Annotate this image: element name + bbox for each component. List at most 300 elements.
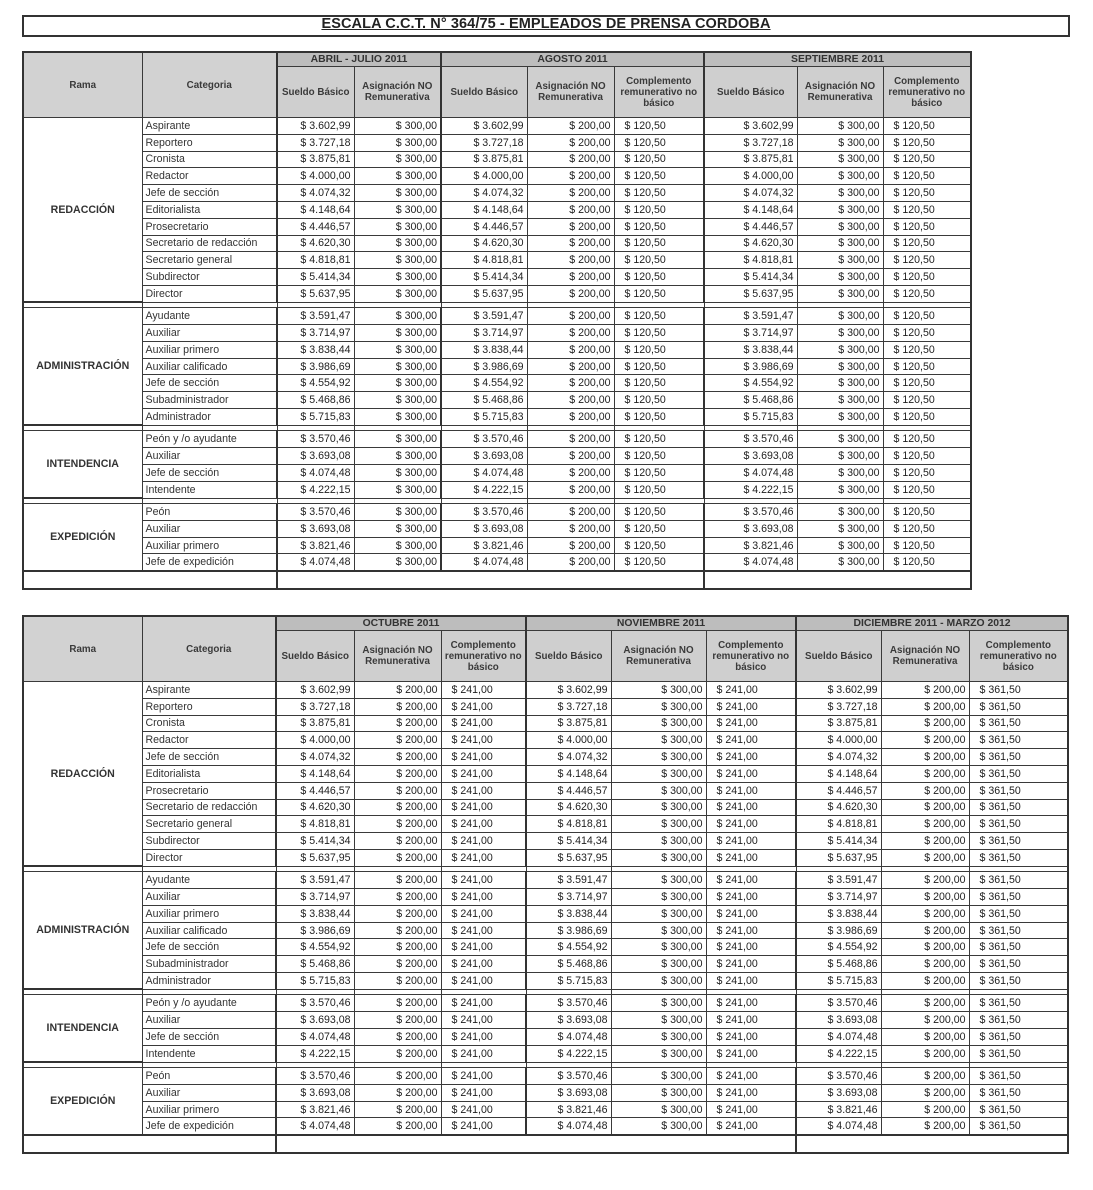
rama-cell: ADMINISTRACIÓN [23,872,142,990]
value-cell-sueldo: $ 4.620,30 [276,799,354,816]
categoria-cell: Subdirector [142,833,276,850]
value-cell-asignacion: $ 300,00 [354,481,441,498]
value-cell-complemento: $ 241,00 [441,1012,526,1029]
value-cell-sueldo: $ 5.637,95 [277,285,354,302]
categoria-cell: Reportero [142,134,277,151]
value-cell-sueldo: $ 4.074,32 [277,185,354,202]
value-cell-asignacion: $ 200,00 [527,201,614,218]
rama-cell: REDACCIÓN [23,118,142,303]
value-cell-asignacion: $ 200,00 [354,849,441,866]
value-cell-sueldo: $ 3.602,99 [526,682,611,699]
column-header-complemento: Complemento remunerativo no básico [441,631,526,682]
value-cell-complemento: $ 120,50 [883,464,971,481]
value-cell-asignacion: $ 300,00 [611,715,706,732]
footer-blank-cell [277,571,704,589]
value-cell-asignacion: $ 200,00 [527,168,614,185]
value-cell-sueldo: $ 3.602,99 [796,682,881,699]
column-header-asignacion: Asignación NO Remunerativa [797,67,883,118]
column-header-categoria: Categoria [142,616,276,682]
value-cell-asignacion: $ 300,00 [611,872,706,889]
value-cell-sueldo: $ 3.570,46 [526,995,611,1012]
value-cell-sueldo: $ 4.222,15 [796,1045,881,1062]
value-cell-asignacion: $ 200,00 [881,1068,969,1085]
value-cell-complemento: $ 241,00 [706,973,796,990]
value-cell-sueldo: $ 5.715,83 [276,973,354,990]
value-cell-sueldo: $ 4.818,81 [441,252,527,269]
period-header: SEPTIEMBRE 2011 [704,52,971,67]
value-cell-asignacion: $ 300,00 [797,554,883,571]
value-cell-asignacion: $ 300,00 [354,269,441,286]
column-header-asignacion: Asignación NO Remunerativa [611,631,706,682]
table-row [23,816,1068,833]
value-cell-sueldo: $ 4.148,64 [796,765,881,782]
value-cell-complemento: $ 120,50 [883,325,971,342]
value-cell-asignacion: $ 300,00 [797,392,883,409]
footer-blank-cell [23,571,277,589]
value-cell-complemento: $ 361,50 [969,872,1068,889]
value-cell-asignacion: $ 200,00 [527,392,614,409]
value-cell-asignacion: $ 200,00 [881,1012,969,1029]
categoria-cell: Ayudante [142,308,277,325]
value-cell-sueldo: $ 3.602,99 [277,118,354,135]
value-cell-asignacion: $ 300,00 [797,448,883,465]
value-cell-sueldo: $ 3.693,08 [796,1012,881,1029]
value-cell-sueldo: $ 5.468,86 [704,392,797,409]
table-row [23,285,971,302]
categoria-cell: Jefe de sección [142,375,277,392]
table-row [23,889,1068,906]
footer-blank-cell [23,1135,276,1153]
value-cell-complemento: $ 361,50 [969,1045,1068,1062]
value-cell-asignacion: $ 200,00 [881,905,969,922]
value-cell-complemento: $ 241,00 [441,715,526,732]
table-row [23,905,1068,922]
value-cell-sueldo: $ 3.838,44 [277,341,354,358]
table-row [23,973,1068,990]
value-cell-complemento: $ 120,50 [883,269,971,286]
value-cell-sueldo: $ 4.074,48 [276,1028,354,1045]
value-cell-sueldo: $ 3.570,46 [704,504,797,521]
categoria-cell: Redactor [142,168,277,185]
value-cell-sueldo: $ 3.570,46 [277,504,354,521]
value-cell-asignacion: $ 200,00 [527,134,614,151]
value-cell-asignacion: $ 200,00 [881,765,969,782]
value-cell-asignacion: $ 200,00 [354,995,441,1012]
column-header-sueldo: Sueldo Básico [704,67,797,118]
value-cell-complemento: $ 241,00 [706,849,796,866]
value-cell-asignacion: $ 200,00 [354,1118,441,1135]
value-cell-complemento: $ 241,00 [706,1084,796,1101]
value-cell-asignacion: $ 300,00 [354,358,441,375]
value-cell-sueldo: $ 3.714,97 [796,889,881,906]
value-cell-asignacion: $ 300,00 [611,1045,706,1062]
value-cell-asignacion: $ 300,00 [797,285,883,302]
value-cell-sueldo: $ 5.637,95 [441,285,527,302]
value-cell-complemento: $ 120,50 [883,431,971,448]
value-cell-complemento: $ 241,00 [441,939,526,956]
value-cell-sueldo: $ 5.715,83 [526,973,611,990]
categoria-cell: Auxiliar [142,448,277,465]
value-cell-sueldo: $ 3.727,18 [276,698,354,715]
value-cell-sueldo: $ 3.875,81 [441,151,527,168]
table-row [23,431,971,448]
footer-blank-cell [704,571,971,589]
value-cell-complemento: $ 241,00 [441,956,526,973]
value-cell-asignacion: $ 200,00 [881,939,969,956]
column-header-asignacion: Asignación NO Remunerativa [354,631,441,682]
value-cell-sueldo: $ 4.074,32 [526,749,611,766]
value-cell-complemento: $ 120,50 [614,409,704,426]
value-cell-asignacion: $ 300,00 [797,481,883,498]
value-cell-complemento: $ 120,50 [883,520,971,537]
value-cell-complemento: $ 361,50 [969,889,1068,906]
categoria-cell: Secretario de redacción [142,799,276,816]
value-cell-complemento: $ 120,50 [883,118,971,135]
value-cell-complemento: $ 120,50 [883,409,971,426]
value-cell-complemento: $ 120,50 [614,118,704,135]
table-row [23,1068,1068,1085]
value-cell-complemento: $ 120,50 [883,341,971,358]
value-cell-complemento: $ 241,00 [441,1045,526,1062]
value-cell-asignacion: $ 200,00 [354,715,441,732]
value-cell-asignacion: $ 200,00 [527,409,614,426]
column-header-asignacion: Asignación NO Remunerativa [354,67,441,118]
value-cell-asignacion: $ 300,00 [611,1012,706,1029]
value-cell-asignacion: $ 200,00 [881,682,969,699]
value-cell-complemento: $ 120,50 [883,554,971,571]
value-cell-sueldo: $ 4.074,32 [441,185,527,202]
value-cell-asignacion: $ 300,00 [797,218,883,235]
value-cell-asignacion: $ 300,00 [354,464,441,481]
value-cell-complemento: $ 120,50 [883,481,971,498]
value-cell-asignacion: $ 300,00 [611,905,706,922]
value-cell-complemento: $ 361,50 [969,749,1068,766]
salary-table-2011-apr-sep [22,51,972,590]
value-cell-complemento: $ 241,00 [441,682,526,699]
value-cell-complemento: $ 120,50 [883,358,971,375]
table-row [23,409,971,426]
column-header-rama: Rama [23,616,142,682]
value-cell-asignacion: $ 200,00 [527,520,614,537]
value-cell-asignacion: $ 300,00 [797,235,883,252]
value-cell-complemento: $ 361,50 [969,1068,1068,1085]
value-cell-complemento: $ 241,00 [706,1118,796,1135]
value-cell-asignacion: $ 200,00 [354,782,441,799]
value-cell-asignacion: $ 200,00 [527,375,614,392]
value-cell-asignacion: $ 300,00 [797,134,883,151]
value-cell-sueldo: $ 4.074,48 [277,554,354,571]
value-cell-sueldo: $ 5.414,34 [277,269,354,286]
value-cell-sueldo: $ 3.693,08 [441,520,527,537]
value-cell-complemento: $ 361,50 [969,732,1068,749]
value-cell-asignacion: $ 200,00 [527,431,614,448]
value-cell-sueldo: $ 3.570,46 [276,995,354,1012]
table-row [23,1118,1068,1135]
value-cell-asignacion: $ 300,00 [611,833,706,850]
value-cell-asignacion: $ 300,00 [797,358,883,375]
table-row [23,325,971,342]
value-cell-asignacion: $ 200,00 [881,816,969,833]
value-cell-asignacion: $ 200,00 [527,185,614,202]
value-cell-complemento: $ 120,50 [883,375,971,392]
value-cell-asignacion: $ 200,00 [881,698,969,715]
value-cell-asignacion: $ 200,00 [527,325,614,342]
value-cell-complemento: $ 241,00 [441,1118,526,1135]
value-cell-asignacion: $ 300,00 [797,409,883,426]
table-body [23,118,971,590]
value-cell-sueldo: $ 3.693,08 [277,448,354,465]
value-cell-asignacion: $ 300,00 [611,1101,706,1118]
value-cell-sueldo: $ 3.727,18 [704,134,797,151]
value-cell-asignacion: $ 200,00 [527,252,614,269]
value-cell-asignacion: $ 200,00 [354,833,441,850]
table-row [23,782,1068,799]
value-cell-asignacion: $ 200,00 [354,922,441,939]
value-cell-complemento: $ 120,50 [614,520,704,537]
table-row [23,134,971,151]
value-cell-asignacion: $ 300,00 [354,218,441,235]
categoria-cell: Auxiliar primero [142,341,277,358]
value-cell-sueldo: $ 3.570,46 [704,431,797,448]
value-cell-asignacion: $ 300,00 [797,118,883,135]
value-cell-sueldo: $ 3.693,08 [526,1012,611,1029]
value-cell-complemento: $ 241,00 [706,995,796,1012]
value-cell-sueldo: $ 3.838,44 [704,341,797,358]
value-cell-complemento: $ 241,00 [706,732,796,749]
value-cell-complemento: $ 241,00 [706,749,796,766]
value-cell-complemento: $ 241,00 [441,1028,526,1045]
value-cell-sueldo: $ 4.818,81 [704,252,797,269]
value-cell-complemento: $ 241,00 [706,682,796,699]
value-cell-complemento: $ 120,50 [614,325,704,342]
value-cell-sueldo: $ 3.693,08 [276,1012,354,1029]
value-cell-complemento: $ 120,50 [614,392,704,409]
value-cell-complemento: $ 120,50 [614,252,704,269]
value-cell-complemento: $ 361,50 [969,1084,1068,1101]
value-cell-complemento: $ 120,50 [614,285,704,302]
value-cell-asignacion: $ 300,00 [797,325,883,342]
value-cell-sueldo: $ 3.838,44 [276,905,354,922]
value-cell-sueldo: $ 3.838,44 [526,905,611,922]
footer-blank-cell [276,1135,796,1153]
header-row-periods [23,616,1068,631]
value-cell-asignacion: $ 300,00 [354,375,441,392]
value-cell-complemento: $ 241,00 [706,816,796,833]
value-cell-asignacion: $ 200,00 [881,1045,969,1062]
value-cell-asignacion: $ 300,00 [797,201,883,218]
value-cell-asignacion: $ 200,00 [354,872,441,889]
value-cell-asignacion: $ 300,00 [611,765,706,782]
value-cell-asignacion: $ 200,00 [527,118,614,135]
value-cell-asignacion: $ 300,00 [354,554,441,571]
value-cell-complemento: $ 120,50 [883,308,971,325]
salary-table-2011-oct-2012-mar [22,615,1069,1154]
value-cell-complemento: $ 361,50 [969,682,1068,699]
table-row [23,922,1068,939]
period-header: OCTUBRE 2011 [276,616,526,631]
value-cell-asignacion: $ 300,00 [354,252,441,269]
categoria-cell: Peón [142,504,277,521]
value-cell-complemento: $ 241,00 [441,698,526,715]
categoria-cell: Jefe de sección [142,464,277,481]
value-cell-sueldo: $ 4.074,48 [796,1118,881,1135]
categoria-cell: Editorialista [142,201,277,218]
table-row [23,537,971,554]
value-cell-sueldo: $ 3.986,69 [704,358,797,375]
value-cell-asignacion: $ 200,00 [354,799,441,816]
value-cell-complemento: $ 361,50 [969,1012,1068,1029]
value-cell-asignacion: $ 200,00 [527,481,614,498]
value-cell-asignacion: $ 300,00 [611,682,706,699]
value-cell-asignacion: $ 300,00 [611,799,706,816]
value-cell-asignacion: $ 300,00 [797,168,883,185]
value-cell-complemento: $ 241,00 [706,765,796,782]
footer-blank-cell [796,1135,1068,1153]
value-cell-asignacion: $ 300,00 [354,308,441,325]
value-cell-sueldo: $ 4.554,92 [704,375,797,392]
value-cell-sueldo: $ 5.715,83 [796,973,881,990]
document-title: ESCALA C.C.T. N° 364/75 - EMPLEADOS DE PRENSA CORDOBA [321,16,771,32]
value-cell-asignacion: $ 200,00 [527,285,614,302]
value-cell-complemento: $ 361,50 [969,956,1068,973]
value-cell-asignacion: $ 300,00 [797,185,883,202]
value-cell-sueldo: $ 5.468,86 [796,956,881,973]
column-header-asignacion: Asignación NO Remunerativa [881,631,969,682]
value-cell-asignacion: $ 300,00 [611,1068,706,1085]
value-cell-complemento: $ 120,50 [883,201,971,218]
value-cell-sueldo: $ 4.000,00 [276,732,354,749]
value-cell-asignacion: $ 200,00 [527,269,614,286]
rama-cell: EXPEDICIÓN [23,1068,142,1136]
value-cell-asignacion: $ 300,00 [797,252,883,269]
value-cell-asignacion: $ 300,00 [797,504,883,521]
value-cell-sueldo: $ 5.468,86 [276,956,354,973]
value-cell-complemento: $ 241,00 [441,799,526,816]
value-cell-sueldo: $ 3.693,08 [704,520,797,537]
value-cell-sueldo: $ 3.727,18 [796,698,881,715]
value-cell-complemento: $ 120,50 [614,375,704,392]
value-cell-complemento: $ 120,50 [614,481,704,498]
value-cell-asignacion: $ 300,00 [797,431,883,448]
value-cell-complemento: $ 241,00 [706,715,796,732]
categoria-cell: Auxiliar primero [142,1101,276,1118]
value-cell-sueldo: $ 4.446,57 [277,218,354,235]
value-cell-sueldo: $ 4.000,00 [796,732,881,749]
value-cell-asignacion: $ 200,00 [354,732,441,749]
value-cell-asignacion: $ 200,00 [881,749,969,766]
value-cell-complemento: $ 361,50 [969,973,1068,990]
value-cell-asignacion: $ 200,00 [354,765,441,782]
value-cell-asignacion: $ 200,00 [881,889,969,906]
rama-cell: INTENDENCIA [23,995,142,1062]
categoria-cell: Jefe de sección [142,1028,276,1045]
value-cell-complemento: $ 241,00 [441,1084,526,1101]
value-cell-complemento: $ 241,00 [441,922,526,939]
value-cell-asignacion: $ 200,00 [527,504,614,521]
value-cell-asignacion: $ 300,00 [354,235,441,252]
value-cell-asignacion: $ 300,00 [611,698,706,715]
value-cell-sueldo: $ 4.818,81 [276,816,354,833]
categoria-cell: Subadministrador [142,956,276,973]
table-row [23,1101,1068,1118]
categoria-cell: Auxiliar [142,325,277,342]
table-row [23,118,971,135]
rama-cell: INTENDENCIA [23,431,142,498]
value-cell-sueldo: $ 3.602,99 [704,118,797,135]
value-cell-sueldo: $ 3.570,46 [441,431,527,448]
value-cell-sueldo: $ 3.693,08 [704,448,797,465]
value-cell-asignacion: $ 300,00 [611,922,706,939]
value-cell-complemento: $ 120,50 [883,504,971,521]
value-cell-complemento: $ 120,50 [883,392,971,409]
value-cell-sueldo: $ 3.875,81 [277,151,354,168]
table-row [23,715,1068,732]
value-cell-sueldo: $ 4.446,57 [526,782,611,799]
value-cell-complemento: $ 120,50 [883,285,971,302]
value-cell-complemento: $ 120,50 [883,134,971,151]
value-cell-sueldo: $ 3.591,47 [276,872,354,889]
value-cell-asignacion: $ 200,00 [354,905,441,922]
value-cell-sueldo: $ 4.446,57 [441,218,527,235]
value-cell-sueldo: $ 4.446,57 [704,218,797,235]
table-row [23,939,1068,956]
value-cell-complemento: $ 361,50 [969,765,1068,782]
value-cell-complemento: $ 241,00 [706,872,796,889]
value-cell-complemento: $ 120,50 [614,448,704,465]
value-cell-sueldo: $ 5.637,95 [796,849,881,866]
value-cell-asignacion: $ 300,00 [354,325,441,342]
value-cell-complemento: $ 120,50 [614,464,704,481]
value-cell-asignacion: $ 200,00 [354,816,441,833]
rama-cell: ADMINISTRACIÓN [23,308,142,426]
value-cell-sueldo: $ 3.821,46 [704,537,797,554]
value-cell-asignacion: $ 200,00 [354,1068,441,1085]
value-cell-complemento: $ 120,50 [614,554,704,571]
column-header-sueldo: Sueldo Básico [277,67,354,118]
value-cell-complemento: $ 120,50 [614,134,704,151]
value-cell-asignacion: $ 200,00 [527,151,614,168]
value-cell-sueldo: $ 3.714,97 [441,325,527,342]
value-cell-asignacion: $ 300,00 [354,409,441,426]
categoria-cell: Administrador [142,409,277,426]
value-cell-sueldo: $ 3.821,46 [277,537,354,554]
value-cell-complemento: $ 241,00 [441,816,526,833]
value-cell-asignacion: $ 200,00 [881,956,969,973]
period-header: NOVIEMBRE 2011 [526,616,796,631]
value-cell-asignacion: $ 300,00 [611,782,706,799]
value-cell-asignacion: $ 200,00 [527,218,614,235]
value-cell-sueldo: $ 4.620,30 [526,799,611,816]
value-cell-sueldo: $ 4.074,32 [704,185,797,202]
value-cell-asignacion: $ 200,00 [527,464,614,481]
value-cell-sueldo: $ 5.715,83 [704,409,797,426]
categoria-cell: Administrador [142,973,276,990]
value-cell-asignacion: $ 300,00 [354,431,441,448]
value-cell-sueldo: $ 4.222,15 [276,1045,354,1062]
categoria-cell: Cronista [142,151,277,168]
table-row [23,682,1068,699]
value-cell-complemento: $ 241,00 [706,698,796,715]
value-cell-sueldo: $ 4.554,92 [441,375,527,392]
table-row [23,235,971,252]
categoria-cell: Editorialista [142,765,276,782]
categoria-cell: Jefe de sección [142,939,276,956]
value-cell-asignacion: $ 200,00 [354,1028,441,1045]
value-cell-asignacion: $ 200,00 [881,732,969,749]
table-row [23,252,971,269]
column-header-asignacion: Asignación NO Remunerativa [527,67,614,118]
value-cell-asignacion: $ 200,00 [527,358,614,375]
